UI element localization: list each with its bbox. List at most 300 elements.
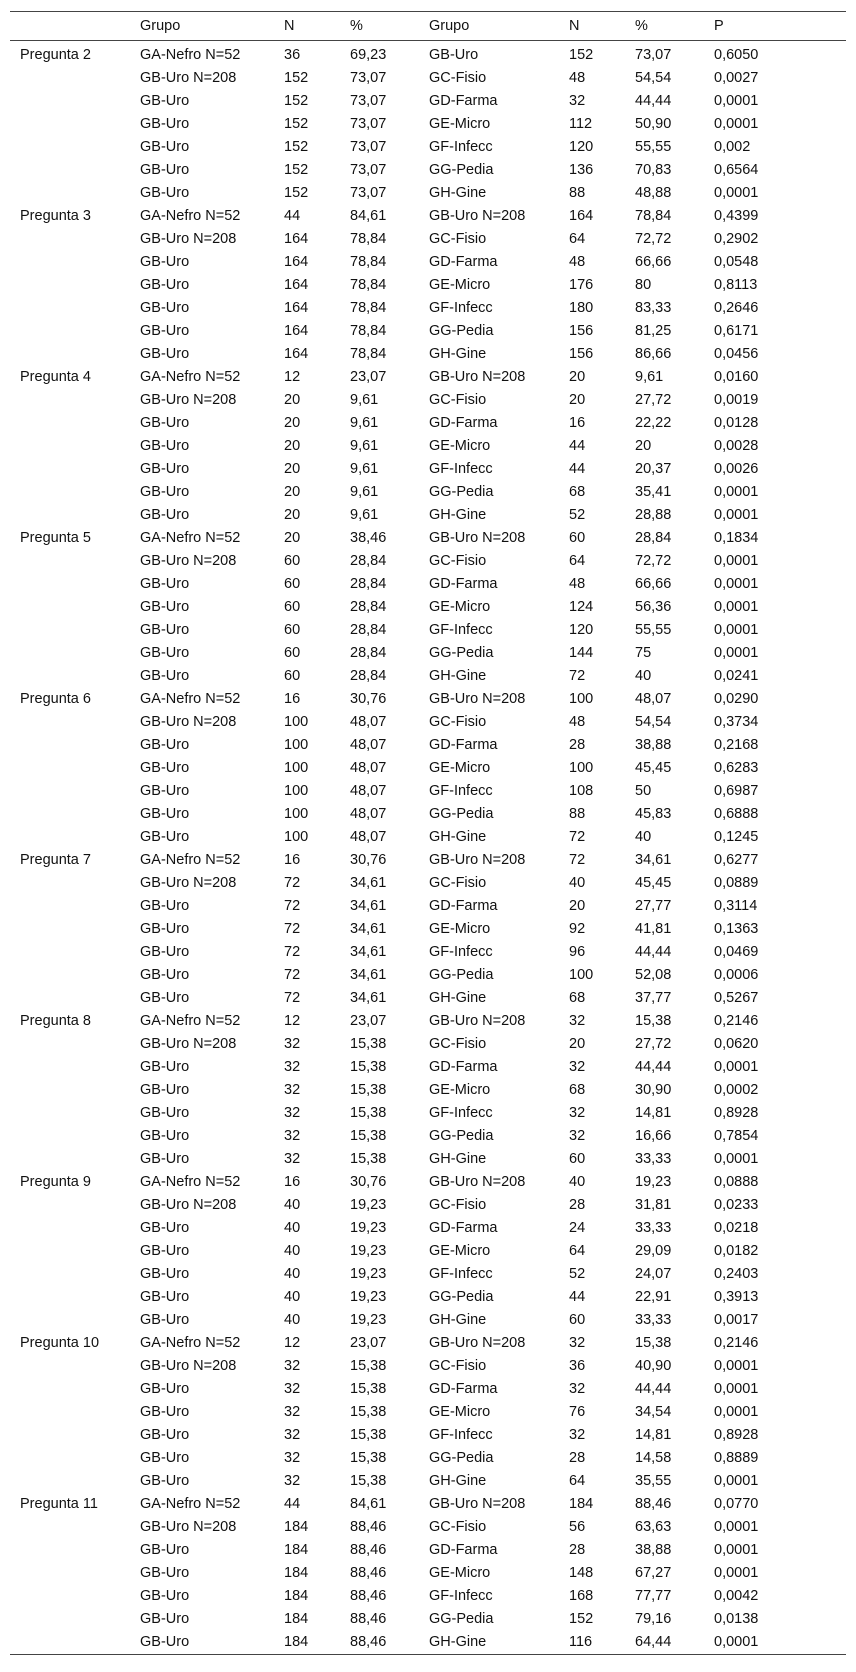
n-2-cell: 40 [569,875,586,891]
grupo-1-cell: GB-Uro [140,254,190,270]
n-1-cell: 40 [284,1220,301,1236]
n-1-cell: 100 [284,737,309,753]
grupo-1-cell: GB-Uro [140,829,190,845]
n-1-cell: 36 [284,47,301,63]
pct-1-cell: 15,38 [350,1473,387,1489]
pct-1-cell: 19,23 [350,1266,387,1282]
header-n-1: N [284,18,295,34]
grupo-1-cell: GB-Uro [140,1220,190,1236]
p-value-cell: 0,8928 [714,1105,759,1121]
pct-2-cell: 72,72 [635,553,672,569]
grupo-2-cell: GC-Fisio [429,231,487,247]
n-2-cell: 20 [569,369,586,385]
grupo-2-cell: GH-Gine [429,1151,487,1167]
table-row [10,1585,846,1608]
table-row [10,159,846,182]
pct-2-cell: 44,44 [635,93,672,109]
grupo-1-cell: GB-Uro [140,1105,190,1121]
pct-1-cell: 73,07 [350,162,387,178]
p-value-cell: 0,3913 [714,1289,759,1305]
n-2-cell: 168 [569,1588,594,1604]
n-1-cell: 16 [284,852,301,868]
pct-1-cell: 30,76 [350,691,387,707]
n-1-cell: 20 [284,530,301,546]
grupo-1-cell: GB-Uro [140,185,190,201]
grupo-2-cell: GH-Gine [429,507,487,523]
p-value-cell: 0,0160 [714,369,759,385]
table-row [10,527,846,550]
pregunta-cell [10,504,130,527]
p-value-cell: 0,0889 [714,875,759,891]
table-row [10,1309,846,1332]
grupo-1-cell: GB-Uro [140,668,190,684]
table-row [10,458,846,481]
grupo-2-cell: GG-Pedia [429,323,494,339]
n-2-cell: 20 [569,1036,586,1052]
grupo-2-cell: GG-Pedia [429,1450,494,1466]
n-2-cell: 28 [569,1542,586,1558]
n-2-cell: 36 [569,1358,586,1374]
n-2-cell: 184 [569,1496,594,1512]
p-value-cell: 0,0233 [714,1197,759,1213]
n-2-cell: 60 [569,530,586,546]
n-1-cell: 152 [284,93,309,109]
pct-2-cell: 19,23 [635,1174,672,1190]
pct-1-cell: 38,46 [350,530,387,546]
table-row [10,1263,846,1286]
grupo-1-cell: GB-Uro N=208 [140,392,237,408]
pct-1-cell: 34,61 [350,921,387,937]
pct-1-cell: 69,23 [350,47,387,63]
header-n-2: N [569,18,580,34]
pct-2-cell: 38,88 [635,737,672,753]
pct-1-cell: 48,07 [350,714,387,730]
grupo-2-cell: GC-Fisio [429,1036,487,1052]
n-1-cell: 32 [284,1036,301,1052]
n-2-cell: 32 [569,1335,586,1351]
pct-2-cell: 34,54 [635,1404,672,1420]
n-1-cell: 20 [284,461,301,477]
pct-1-cell: 88,46 [350,1634,387,1650]
pct-1-cell: 34,61 [350,990,387,1006]
pct-2-cell: 35,41 [635,484,672,500]
n-1-cell: 32 [284,1427,301,1443]
pct-1-cell: 19,23 [350,1312,387,1328]
pregunta-cell [10,90,130,113]
table-row [10,1355,846,1378]
grupo-2-cell: GH-Gine [429,990,487,1006]
pregunta-cell: Pregunta 11 [20,1496,98,1512]
grupo-1-cell: GA-Nefro N=52 [140,1335,241,1351]
pct-1-cell: 88,46 [350,1565,387,1581]
p-value-cell: 0,0001 [714,576,759,592]
table-row [10,1171,846,1194]
p-value-cell: 0,2902 [714,231,759,247]
pct-1-cell: 28,84 [350,599,387,615]
pct-2-cell: 37,77 [635,990,672,1006]
table-row [10,1447,846,1470]
p-value-cell: 0,2146 [714,1335,759,1351]
pct-1-cell: 9,61 [350,438,379,454]
pregunta-cell [10,1378,130,1401]
grupo-1-cell: GB-Uro [140,1634,190,1650]
n-2-cell: 72 [569,668,586,684]
grupo-1-cell: GB-Uro [140,1611,190,1627]
p-value-cell: 0,0001 [714,116,759,132]
pct-1-cell: 73,07 [350,139,387,155]
pct-1-cell: 88,46 [350,1611,387,1627]
pct-2-cell: 27,72 [635,1036,672,1052]
pct-2-cell: 35,55 [635,1473,672,1489]
table-row [10,113,846,136]
p-value-cell: 0,0001 [714,484,759,500]
pct-1-cell: 15,38 [350,1151,387,1167]
pct-2-cell: 28,88 [635,507,672,523]
grupo-1-cell: GB-Uro N=208 [140,1036,237,1052]
table-row [10,251,846,274]
table-row [10,412,846,435]
pregunta-cell: Pregunta 6 [20,691,91,707]
n-2-cell: 68 [569,484,586,500]
n-1-cell: 32 [284,1381,301,1397]
grupo-2-cell: GC-Fisio [429,553,487,569]
grupo-1-cell: GA-Nefro N=52 [140,852,241,868]
pregunta-cell [10,389,130,412]
grupo-1-cell: GB-Uro [140,1289,190,1305]
pct-1-cell: 9,61 [350,392,379,408]
pct-2-cell: 14,58 [635,1450,672,1466]
pct-1-cell: 48,07 [350,783,387,799]
p-value-cell: 0,0001 [714,599,759,615]
grupo-2-cell: GD-Farma [429,93,498,109]
p-value-cell: 0,0888 [714,1174,759,1190]
pct-1-cell: 28,84 [350,622,387,638]
p-value-cell: 0,3734 [714,714,759,730]
n-2-cell: 52 [569,1266,586,1282]
pct-2-cell: 38,88 [635,1542,672,1558]
p-value-cell: 0,0138 [714,1611,759,1627]
grupo-2-cell: GF-Infecc [429,1105,493,1121]
pct-1-cell: 28,84 [350,645,387,661]
grupo-2-cell: GE-Micro [429,1565,491,1581]
table-row [10,481,846,504]
grupo-1-cell: GA-Nefro N=52 [140,1013,241,1029]
grupo-2-cell: GB-Uro N=208 [429,1013,526,1029]
pct-1-cell: 28,84 [350,553,387,569]
n-2-cell: 164 [569,208,594,224]
table-row [10,1240,846,1263]
n-1-cell: 32 [284,1473,301,1489]
pct-2-cell: 88,46 [635,1496,672,1512]
n-1-cell: 60 [284,553,301,569]
table-row [10,734,846,757]
table-row [10,366,846,389]
table-row [10,1148,846,1171]
table-header [10,12,846,41]
p-value-cell: 0,8113 [714,277,758,293]
pct-2-cell: 44,44 [635,1381,672,1397]
grupo-1-cell: GB-Uro N=208 [140,1358,237,1374]
grupo-2-cell: GC-Fisio [429,1358,487,1374]
header-row [10,12,846,41]
pregunta-cell [10,1424,130,1447]
pregunta-cell [10,297,130,320]
grupo-1-cell: GB-Uro [140,898,190,914]
grupo-1-cell: GB-Uro [140,1588,190,1604]
grupo-2-cell: GH-Gine [429,346,487,362]
pregunta-cell [10,274,130,297]
grupo-1-cell: GB-Uro [140,622,190,638]
pct-1-cell: 48,07 [350,760,387,776]
n-2-cell: 112 [569,116,593,132]
n-2-cell: 20 [569,898,586,914]
pct-2-cell: 72,72 [635,231,672,247]
pct-2-cell: 34,61 [635,852,672,868]
pct-1-cell: 78,84 [350,323,387,339]
p-value-cell: 0,0001 [714,1542,759,1558]
n-1-cell: 184 [284,1588,309,1604]
n-1-cell: 100 [284,783,309,799]
pregunta-cell [10,1102,130,1125]
n-2-cell: 68 [569,1082,586,1098]
pregunta-cell [10,159,130,182]
grupo-1-cell: GA-Nefro N=52 [140,691,241,707]
pct-2-cell: 48,07 [635,691,672,707]
p-value-cell: 0,6564 [714,162,759,178]
pct-1-cell: 78,84 [350,346,387,362]
pct-1-cell: 15,38 [350,1404,387,1420]
pct-2-cell: 45,45 [635,760,672,776]
n-2-cell: 44 [569,461,586,477]
grupo-1-cell: GB-Uro [140,323,190,339]
table-row [10,964,846,987]
p-value-cell: 0,0017 [714,1312,759,1328]
p-value-cell: 0,0001 [714,553,759,569]
pregunta-cell [10,757,130,780]
pregunta-cell [10,67,130,90]
n-1-cell: 164 [284,300,309,316]
p-value-cell: 0,0620 [714,1036,759,1052]
pregunta-cell: Pregunta 4 [20,369,91,385]
grupo-2-cell: GF-Infecc [429,461,493,477]
p-value-cell: 0,7854 [714,1128,759,1144]
pct-2-cell: 24,07 [635,1266,672,1282]
n-1-cell: 72 [284,967,301,983]
grupo-2-cell: GD-Farma [429,737,498,753]
pct-1-cell: 15,38 [350,1082,387,1098]
table-row [10,1033,846,1056]
grupo-1-cell: GB-Uro [140,300,190,316]
n-1-cell: 40 [284,1266,301,1282]
grupo-2-cell: GD-Farma [429,1059,498,1075]
pct-2-cell: 14,81 [635,1105,672,1121]
n-2-cell: 16 [569,415,586,431]
pct-2-cell: 33,33 [635,1220,672,1236]
grupo-1-cell: GB-Uro [140,1312,190,1328]
n-2-cell: 156 [569,346,594,362]
p-value-cell: 0,0026 [714,461,759,477]
pct-2-cell: 30,90 [635,1082,672,1098]
n-2-cell: 68 [569,990,586,1006]
pregunta-cell [10,1125,130,1148]
pct-1-cell: 9,61 [350,415,379,431]
grupo-1-cell: GB-Uro [140,1473,190,1489]
table-row [10,389,846,412]
grupo-1-cell: GB-Uro [140,507,190,523]
pregunta-cell [10,872,130,895]
grupo-2-cell: GF-Infecc [429,944,493,960]
table-row [10,320,846,343]
pct-2-cell: 73,07 [635,47,672,63]
table-row [10,619,846,642]
table-row [10,67,846,90]
pct-2-cell: 50 [635,783,652,799]
grupo-1-cell: GB-Uro [140,1266,190,1282]
pct-1-cell: 78,84 [350,254,387,270]
p-value-cell: 0,4399 [714,208,759,224]
n-1-cell: 60 [284,668,301,684]
p-value-cell: 0,0001 [714,93,759,109]
pct-2-cell: 40 [635,668,652,684]
n-2-cell: 28 [569,1197,586,1213]
n-2-cell: 148 [569,1565,594,1581]
pct-2-cell: 20,37 [635,461,672,477]
pregunta-cell [10,1447,130,1470]
pregunta-cell [10,596,130,619]
n-1-cell: 100 [284,714,309,730]
pct-2-cell: 45,45 [635,875,672,891]
grupo-1-cell: GA-Nefro N=52 [140,369,241,385]
grupo-1-cell: GB-Uro [140,1404,190,1420]
p-value-cell: 0,0290 [714,691,759,707]
grupo-2-cell: GH-Gine [429,1473,487,1489]
grupo-2-cell: GF-Infecc [429,300,493,316]
n-1-cell: 20 [284,415,301,431]
n-2-cell: 32 [569,1427,586,1443]
n-2-cell: 72 [569,852,586,868]
p-value-cell: 0,0456 [714,346,759,362]
pct-2-cell: 9,61 [635,369,664,385]
grupo-2-cell: GD-Farma [429,415,498,431]
pct-2-cell: 44,44 [635,944,672,960]
n-2-cell: 152 [569,47,594,63]
pct-2-cell: 15,38 [635,1335,672,1351]
grupo-1-cell: GB-Uro [140,1427,190,1443]
grupo-2-cell: GE-Micro [429,1404,491,1420]
grupo-1-cell: GB-Uro [140,461,190,477]
n-1-cell: 152 [284,116,309,132]
p-value-cell: 0,0548 [714,254,759,270]
n-2-cell: 64 [569,553,586,569]
pct-2-cell: 48,88 [635,185,672,201]
grupo-2-cell: GG-Pedia [429,645,494,661]
p-value-cell: 0,0241 [714,668,759,684]
pregunta-cell [10,895,130,918]
table-row [10,941,846,964]
p-value-cell: 0,0002 [714,1082,759,1098]
p-value-cell: 0,0001 [714,1634,759,1650]
grupo-2-cell: GC-Fisio [429,392,487,408]
pct-1-cell: 15,38 [350,1105,387,1121]
n-2-cell: 44 [569,438,586,454]
table-row [10,182,846,205]
p-value-cell: 0,0006 [714,967,759,983]
n-2-cell: 28 [569,1450,586,1466]
pct-2-cell: 16,66 [635,1128,672,1144]
pct-2-cell: 75 [635,645,652,661]
p-value-cell: 0,8889 [714,1450,759,1466]
header-pct-2: % [635,18,648,34]
n-2-cell: 124 [569,599,594,615]
pct-1-cell: 34,61 [350,898,387,914]
grupo-1-cell: GB-Uro [140,576,190,592]
pct-2-cell: 86,66 [635,346,672,362]
pregunta-cell [10,1631,130,1655]
pct-2-cell: 27,72 [635,392,672,408]
grupo-2-cell: GG-Pedia [429,1611,494,1627]
grupo-2-cell: GC-Fisio [429,875,487,891]
n-1-cell: 184 [284,1611,309,1627]
table-row [10,504,846,527]
pregunta-cell [10,343,130,366]
pct-2-cell: 56,36 [635,599,672,615]
grupo-2-cell: GD-Farma [429,898,498,914]
pct-2-cell: 77,77 [635,1588,672,1604]
grupo-2-cell: GE-Micro [429,1082,491,1098]
pct-1-cell: 30,76 [350,1174,387,1190]
n-2-cell: 116 [569,1634,593,1650]
table-row [10,1378,846,1401]
pregunta-cell [10,987,130,1010]
grupo-1-cell: GB-Uro [140,760,190,776]
pct-2-cell: 45,83 [635,806,672,822]
pct-2-cell: 27,77 [635,898,672,914]
p-value-cell: 0,1245 [714,829,759,845]
grupo-1-cell: GA-Nefro N=52 [140,530,241,546]
p-value-cell: 0,6888 [714,806,759,822]
n-1-cell: 72 [284,898,301,914]
grupo-1-cell: GB-Uro [140,93,190,109]
table-row [10,1217,846,1240]
pct-2-cell: 40 [635,829,652,845]
grupo-1-cell: GB-Uro [140,645,190,661]
n-2-cell: 100 [569,760,594,776]
n-1-cell: 40 [284,1312,301,1328]
p-value-cell: 0,0001 [714,1404,759,1420]
grupo-2-cell: GD-Farma [429,1381,498,1397]
p-value-cell: 0,0028 [714,438,759,454]
grupo-1-cell: GB-Uro [140,346,190,362]
pct-1-cell: 88,46 [350,1519,387,1535]
pct-1-cell: 15,38 [350,1128,387,1144]
n-1-cell: 72 [284,875,301,891]
grupo-2-cell: GF-Infecc [429,1427,493,1443]
n-2-cell: 64 [569,1473,586,1489]
pct-1-cell: 78,84 [350,300,387,316]
n-1-cell: 164 [284,277,309,293]
pregunta-cell [10,941,130,964]
n-1-cell: 72 [284,921,301,937]
grupo-1-cell: GB-Uro [140,1128,190,1144]
n-1-cell: 184 [284,1519,309,1535]
grupo-1-cell: GB-Uro N=208 [140,1519,237,1535]
grupo-1-cell: GA-Nefro N=52 [140,47,241,63]
n-1-cell: 72 [284,990,301,1006]
grupo-1-cell: GB-Uro [140,438,190,454]
n-1-cell: 44 [284,208,301,224]
table-row [10,90,846,113]
pregunta-cell [10,228,130,251]
